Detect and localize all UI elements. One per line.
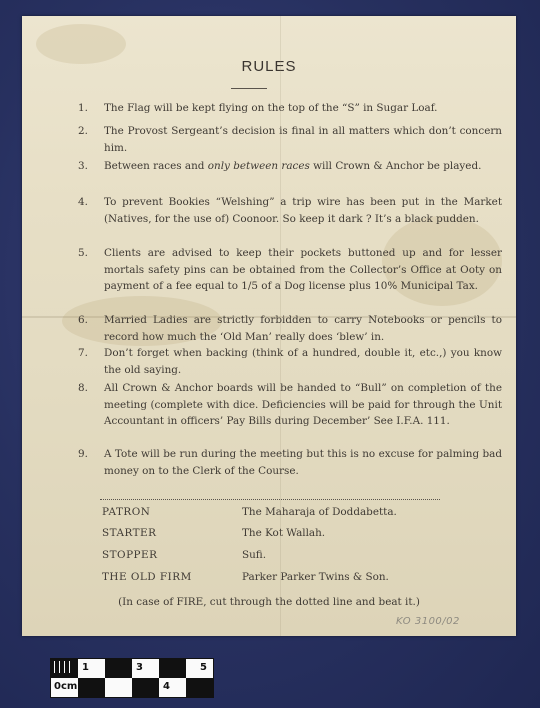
- title-underline: [231, 88, 267, 89]
- dotted-line: [100, 499, 440, 500]
- rule-item-2: [78, 123, 502, 157]
- rule-text: Clients are advised to keep their pockets buttoned up and for lesser mortals safety pins can be obtained from the Collector’s Office at Ooty on payment of a fee equal to 1/5 of a Dog license plus 10% Municipal Tax.: [104, 247, 502, 292]
- official-name: Sufi.: [242, 549, 267, 561]
- rule-text: Don’t forget when backing (think of a hundred, double it, etc.,) you know the old saying.: [104, 347, 502, 376]
- official-row: [102, 527, 502, 543]
- official-role: STARTER: [102, 527, 157, 539]
- fire-note: (In case of FIRE, cut through the dotted line and beat it.): [118, 596, 420, 608]
- rule-text-italic: only between races: [207, 160, 310, 172]
- rule-number: 7.: [78, 347, 88, 359]
- rule-item-4: [78, 194, 502, 244]
- scale-mark: 4: [163, 681, 170, 692]
- official-row: [102, 549, 502, 565]
- rule-text-part: Between races and: [104, 160, 208, 172]
- scale-mark: 1: [82, 662, 89, 673]
- official-row: [102, 571, 502, 587]
- rule-text: All Crown & Anchor boards will be handed to “Bull” on completion of the meeting (complete with dice. Deficiencies will be paid for through the Unit Accountant in officers’ Pay Bills during December’ See I.F.A. 111.: [104, 382, 502, 427]
- scale-mark: 5: [200, 662, 207, 673]
- official-role: STOPPER: [102, 549, 158, 561]
- rule-item-9: [78, 446, 502, 480]
- scale-cell: [186, 678, 213, 697]
- scale-unit-label: 0cm: [54, 681, 78, 692]
- rule-item-8: [78, 380, 502, 446]
- rule-item-7: [78, 345, 502, 379]
- rule-number: 9.: [78, 448, 88, 460]
- scale-bar: [50, 658, 214, 698]
- page-title: RULES: [241, 58, 297, 75]
- scale-mm-ticks: [54, 661, 74, 673]
- scale-mark: 2: [109, 681, 116, 692]
- scale-cell: [105, 659, 132, 678]
- rule-text: The Flag will be kept flying on the top of the “S” in Sugar Loaf.: [104, 102, 438, 114]
- scale-cell: [132, 678, 159, 697]
- rule-item-3: [78, 158, 502, 192]
- rule-text: [104, 158, 502, 175]
- rule-number: 3.: [78, 160, 88, 172]
- official-name: The Kot Wallah.: [242, 527, 326, 539]
- rule-text: A Tote will be run during the meeting but this is no excuse for palming bad money on to the Clerk of the Course.: [104, 448, 502, 477]
- scale-mark: 3: [136, 662, 143, 673]
- archive-number: KO 3100/02: [396, 616, 460, 627]
- rule-number: 2.: [78, 125, 88, 137]
- scale-cell: [159, 659, 186, 678]
- rule-number: 4.: [78, 196, 88, 208]
- official-role: PATRON: [102, 506, 151, 518]
- rule-item-6: [78, 312, 502, 346]
- official-role: THE OLD FIRM: [102, 571, 192, 583]
- scale-cell: [78, 678, 105, 697]
- rule-number: 1.: [78, 102, 88, 114]
- rule-item-5: [78, 245, 502, 311]
- rule-item-1: [78, 100, 502, 118]
- rule-text-part: will Crown & Anchor be played.: [309, 160, 482, 172]
- rule-text: To prevent Bookies “Welshing” a trip wire has been put in the Market (Natives, for the use of) Coonoor. So keep it dark ? It’s a black pudden.: [104, 196, 502, 225]
- rule-number: 6.: [78, 314, 88, 326]
- official-name: Parker Parker Twins & Son.: [242, 571, 389, 583]
- rules-sheet: [22, 16, 516, 636]
- rule-number: 8.: [78, 382, 88, 394]
- official-name: The Maharaja of Doddabetta.: [242, 506, 397, 518]
- rule-text: The Provost Sergeant’s decision is final in all matters which don’t concern him.: [104, 125, 502, 154]
- rule-number: 5.: [78, 247, 88, 259]
- rule-text: Married Ladies are strictly forbidden to carry Notebooks or pencils to record how much the ‘Old Man’ really does ‘blew’ in.: [104, 314, 502, 343]
- official-row: [102, 506, 502, 522]
